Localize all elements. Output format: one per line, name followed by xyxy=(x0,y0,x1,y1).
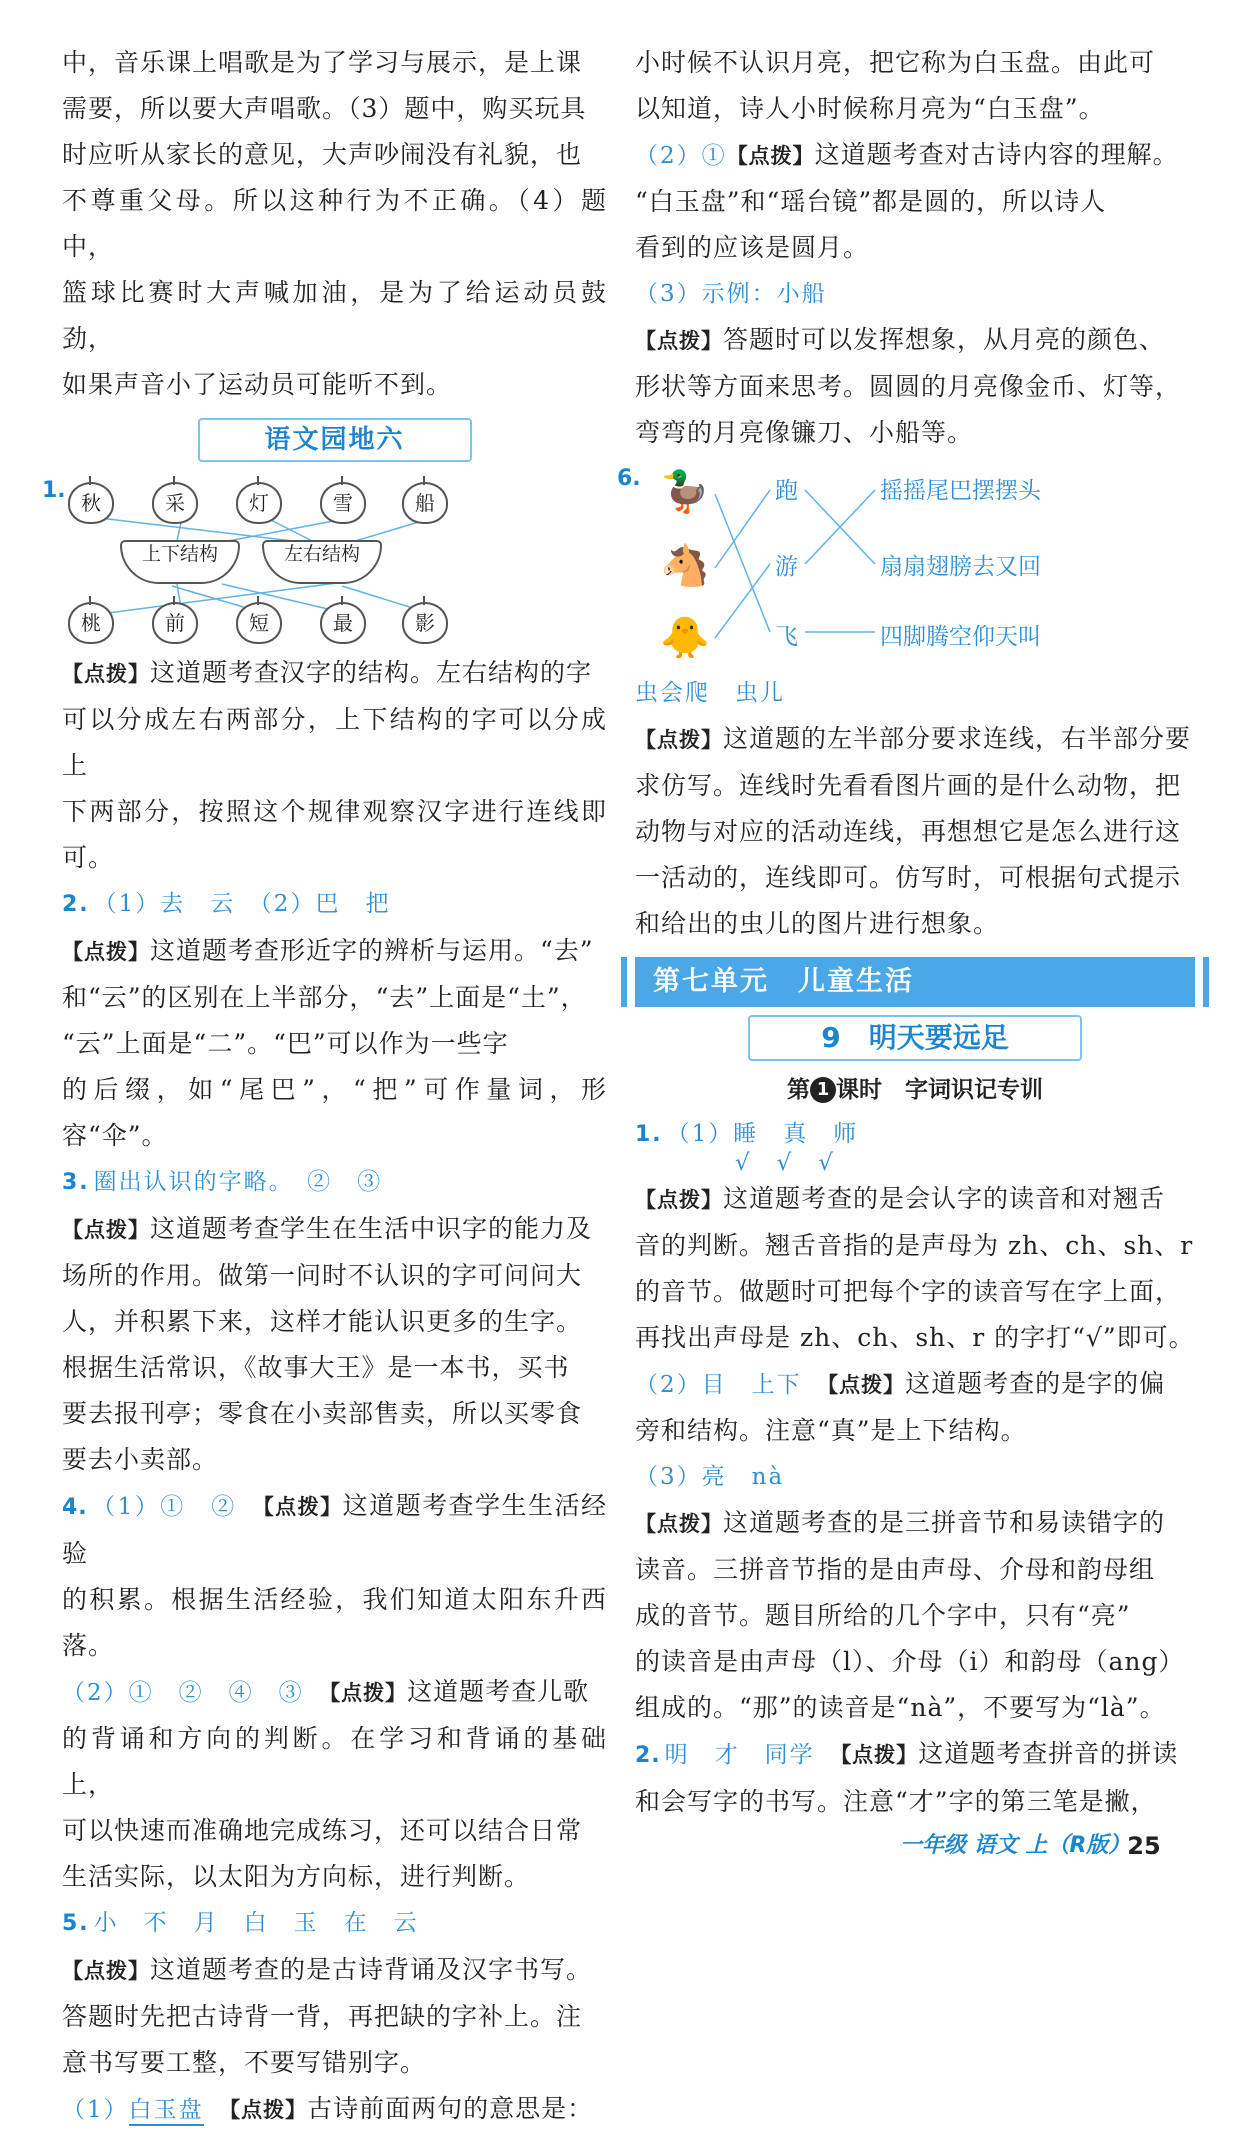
tip-line: 场所的作用。做第一问时不认识的字可问问大 xyxy=(62,1261,583,1290)
tip-line: “白玉盘”和“瑶台镜”都是圆的，所以诗人 xyxy=(635,187,1107,216)
horse-icon: 🐴 xyxy=(660,543,710,589)
tip-line: 形状等方面来思考。圆圆的月亮像金币、灯等， xyxy=(635,372,1182,401)
tip-line: 【点拨】这道题考查的是会认字的读音和对翘舌 xyxy=(635,1184,1166,1213)
q3-answer: 3. 圈出认识的字略。 ② ③ xyxy=(62,1169,383,1195)
s2-line: 2. 明 才 同学 【点拨】这道题考查拼音的拼读 xyxy=(635,1739,1179,1768)
tip-line: 可以分成左右两部分，上下结构的字可以分成上 xyxy=(62,705,607,780)
q6-extra-answer: 虫会爬 虫儿 xyxy=(635,680,785,706)
structure-bowl: 左右结构 xyxy=(262,540,382,584)
lesson-title: 9 明天要远足 xyxy=(748,1015,1082,1061)
text-line: 需要，所以要大声唱歌。（3）题中，购买玩具 xyxy=(62,94,587,123)
s1-checks: √ √ √ xyxy=(735,1150,835,1176)
structure-bowl: 上下结构 xyxy=(120,540,240,584)
q4-answer-line: （2）① ② ④ ③ 【点拨】这道题考查儿歌 xyxy=(62,1677,590,1706)
verb-label: 飞 xyxy=(775,624,798,650)
tip-line: 的读音是由声母（l）、介母（i）和韵母（ang） xyxy=(635,1647,1185,1676)
s1-3-answer: （3）亮 nà xyxy=(635,1464,785,1490)
tip-line: 读音。三拼音节指的是由声母、介母和韵母组 xyxy=(635,1555,1156,1584)
unit-banner: 第七单元 儿童生活 xyxy=(635,957,1195,1007)
tip-line: 组成的。“那”的读音是“nà”，不要写为“là”。 xyxy=(635,1693,1166,1722)
verb-label: 跑 xyxy=(775,478,798,504)
tip-line: 【点拨】这道题考查的是三拼音节和易读错字的 xyxy=(635,1508,1166,1537)
action-label: 摇摇尾巴摆摆头 xyxy=(880,478,1041,504)
char-apple: 最 xyxy=(320,602,366,644)
s1-answer: 1. （1）睡 真 师 xyxy=(635,1121,859,1147)
question-number: 1. xyxy=(42,478,66,503)
tip-line: 【点拨】这道题考查形近字的辨析与运用。“去” xyxy=(62,936,594,965)
char-apple: 船 xyxy=(402,482,448,524)
tip-line: 和“云”的区别在上半部分，“去”上面是“土”， xyxy=(62,983,587,1012)
session-number-badge: 1 xyxy=(810,1077,836,1103)
text-line: 小时候不认识月亮，把它称为白玉盘。由此可 xyxy=(635,48,1156,77)
duck-icon: 🦆 xyxy=(660,469,710,515)
tip-line: 的积累。根据生活经验，我们知道太阳东升西落。 xyxy=(62,1585,607,1660)
verb-label: 游 xyxy=(775,554,798,580)
tip-line: 的背诵和方向的判断。在学习和背诵的基础上， xyxy=(62,1724,607,1799)
action-label: 扇扇翅膀去又回 xyxy=(880,554,1041,580)
q5-answer: 5. 小 不 月 白 玉 在 云 xyxy=(62,1910,419,1936)
tip-line: 【点拨】答题时可以发挥想象，从月亮的颜色、 xyxy=(635,325,1166,354)
char-apple: 前 xyxy=(152,602,198,644)
tip-line: 的后缀，如“尾巴”，“把”可作量词，形容“伞”。 xyxy=(62,1075,607,1150)
tip-line: 【点拨】这道题的左半部分要求连线，右半部分要 xyxy=(635,724,1192,753)
left-column xyxy=(42,40,607,2133)
tip-line: 弯弯的月亮像镰刀、小船等。 xyxy=(635,418,974,447)
q1-matching-diagram xyxy=(42,476,607,646)
page-number: 25 xyxy=(1127,1832,1161,1860)
question-number: 6. xyxy=(617,466,641,491)
char-apple: 短 xyxy=(236,602,282,644)
q5-2-line: （2）①【点拨】这道题考查对古诗内容的理解。 xyxy=(635,140,1179,169)
tip-line: 和给出的虫儿的图片进行想象。 xyxy=(635,909,1000,938)
book-label: 一年级 语文 上（R版） xyxy=(900,1833,1131,1858)
char-apple: 采 xyxy=(152,482,198,524)
right-column xyxy=(617,40,1195,1825)
tip-line: 可以快速而准确地完成练习，还可以结合日常 xyxy=(62,1816,583,1845)
text-line: 篮球比赛时大声喊加油，是为了给运动员鼓劲， xyxy=(62,278,607,353)
char-apple: 秋 xyxy=(68,482,114,524)
tip-line: 【点拨】这道题考查汉字的结构。左右结构的字 xyxy=(62,658,593,687)
tip-line: 音的判断。翘舌音指的是声母为 zh、ch、sh、r xyxy=(635,1231,1194,1260)
tip-line: 再找出声母是 zh、ch、sh、r 的字打“√”即可。 xyxy=(635,1323,1195,1352)
tip-line: 和会写字的书写。注意“才”字的第三笔是撇， xyxy=(635,1787,1157,1816)
text-line: 中，音乐课上唱歌是为了学习与展示，是上课 xyxy=(62,48,583,77)
tip-line: 要去报刊亭；零食在小卖部售卖，所以买零食 xyxy=(62,1399,583,1428)
q2-answer: 2. （1）去 云 （2）巴 把 xyxy=(62,891,391,917)
tip-line: 要去小卖部。 xyxy=(62,1445,219,1474)
q5-sub1-line: （1）白玉盘 【点拨】古诗前面两句的意思是： xyxy=(62,2086,607,2133)
text-line: 如果声音小了运动员可能听不到。 xyxy=(62,370,453,399)
tip-line: 一活动的，连线即可。仿写时，可根据句式提示 xyxy=(635,863,1182,892)
tip-line: 下两部分，按照这个规律观察汉字进行连线即可。 xyxy=(62,797,607,872)
char-apple: 灯 xyxy=(236,482,282,524)
char-apple: 影 xyxy=(402,602,448,644)
tip-line: 的音节。做题时可把每个字的读音写在字上面， xyxy=(635,1277,1182,1306)
text-line: 不尊重父母。所以这种行为不正确。（4）题中， xyxy=(62,186,607,261)
q5-3-answer: （3）示例：小船 xyxy=(635,281,827,307)
tip-line: 【点拨】这道题考查的是古诗背诵及汉字书写。 xyxy=(62,1955,593,1984)
tip-line: 成的音节。题目所给的几个字中，只有“亮” xyxy=(635,1601,1131,1630)
char-apple: 雪 xyxy=(320,482,366,524)
s1-2-line: （2）目 上下 【点拨】这道题考查的是字的偏 xyxy=(635,1369,1166,1398)
tip-line: 人，并积累下来，这样才能认识更多的生字。 xyxy=(62,1307,583,1336)
tip-line: 动物与对应的活动连线，再想想它是怎么进行这 xyxy=(635,817,1182,846)
tip-line: 求仿写。连线时先看看图片画的是什么动物，把 xyxy=(635,771,1182,800)
tip-line: 【点拨】这道题考查学生在生活中识字的能力及 xyxy=(62,1214,593,1243)
tip-line: 意书写要工整，不要写错别字。 xyxy=(62,2048,427,2077)
tip-line: 旁和结构。注意“真”是上下结构。 xyxy=(635,1416,1027,1445)
q6-matching-diagram xyxy=(617,460,1195,666)
char-apple: 桃 xyxy=(68,602,114,644)
tip-line: 看到的应该是圆月。 xyxy=(635,233,870,262)
tip-line: 根据生活常识，《故事大王》是一本书，买书 xyxy=(62,1353,570,1382)
session-title: 第 1 课时 字词识记专训 xyxy=(787,1077,1043,1103)
action-label: 四脚腾空仰天叫 xyxy=(880,624,1041,650)
tip-line: 答题时先把古诗背一背，再把缺的字补上。注 xyxy=(62,2002,583,2031)
bird-icon: 🐥 xyxy=(660,615,710,661)
tip-line: 生活实际，以太阳为方向标，进行判断。 xyxy=(62,1862,531,1891)
tip-line: “云”上面是“二”。“巴”可以作为一些字 xyxy=(62,1029,509,1058)
text-line: 以知道，诗人小时候称月亮为“白玉盘”。 xyxy=(635,94,1105,123)
q4-answer-line: 4. （1）① ② 【点拨】这道题考查学生生活经验 xyxy=(62,1491,607,1568)
section-title: 语文园地六 xyxy=(198,418,472,462)
tip-tag: 【点拨】 xyxy=(62,662,150,686)
text-line: 时应听从家长的意见，大声吵闹没有礼貌，也 xyxy=(62,140,583,169)
